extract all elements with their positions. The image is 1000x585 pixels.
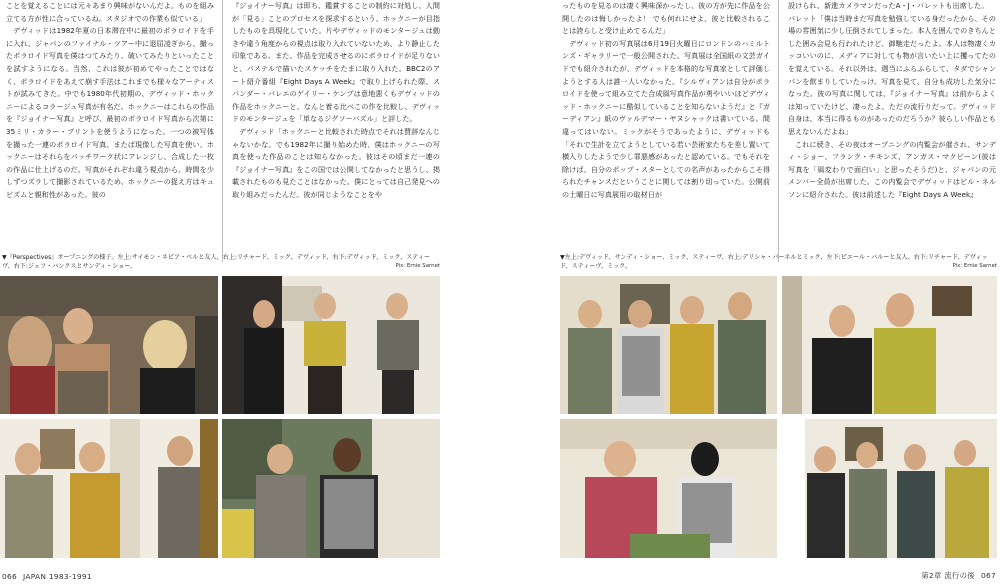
paragraph: ことを覚えることには元々あまり興味がないんだよ。ものを組み立てる方が性に合っているね。スタジオでの作業も似ている」 xyxy=(6,1,214,23)
paragraph: デヴィッド「ホックニーと比較された時点でそれは賛辞なんじゃないかな。でも1982年に撮り始めた時、僕はホックニーの写真を使った作品のことは知らなかった。彼はその頃まだ一連の『ジョイナー写真』をこの国では公開してなかったと思うし、掲載されたものも見たことはなかった。僕にとっては自己発見への取り組みだったんだ。彼が同じようなことをや xyxy=(232,126,440,199)
photo-party-top-left xyxy=(0,276,218,414)
photo-three-men xyxy=(222,276,440,414)
left-folio xyxy=(2,572,92,581)
paragraph: デヴィッドは1982年夏の日本滞在中に最初のポラロイドを手に入れ、ジャパンのファイナル・ツアー中に退屈凌ぎから、撮ったポラロイド写真を僕はつてみたり、破いてみたりといったことを試すようになる。当然、これは彼が初めてやったことではなく、ポラロイドをあえて崩す手法はこれまでも様々なアーティストが試みてきた。中でも1980年代初期の、デヴィッド・ホックニーによるコラージュ写真が有名だ。ホックニーはこれらの作品を『ジョイナー写真』と呼び、最初のポラロイド写真から次第に35ミリ・カラー・プリントを使うようになった。一つの被写体を撮った一連のポラロイド写真、またば現像した写真を使い、ホックニーはそれらをパッチワーク状にアレンジし、合成した一枚の作品に仕上げるのだ。写真がそれぞれ違う視点から、時間を少しずつズラして撮影されているため、ホックニーの捉え方はキュビズムと親和性があった。彼の xyxy=(6,26,214,199)
photo-two-seated xyxy=(560,419,777,558)
photo-caption: ▼左上:デヴィッド、サンディ・ショー、ミック、スティーヴ、右上:デリシャ・バーネルとミック、左下:ピエール・バルーと友人、右下:リチャード、デヴィッド、スティーヴ、ミック。 xyxy=(560,254,988,270)
page-number: 066 xyxy=(2,572,18,581)
left-body-text xyxy=(6,0,440,262)
photo-four-men xyxy=(805,419,997,558)
chapter-title: 第2章 流行の後 xyxy=(921,571,975,580)
right-page xyxy=(500,0,1000,585)
photo-party-bottom-right xyxy=(222,419,440,558)
photo-couple xyxy=(782,276,997,414)
photo-caption: ▼『Perspectives』オープニングの様子。左上:サイモン・ネピア・ベルと友人、右上:リチャード、ミック、デヴィッド、右下:デヴィッド、ミック、スティーヴ、右下:ジェフ・バンクスとサンディ・ショー。 xyxy=(2,254,431,270)
right-folio xyxy=(921,570,996,581)
photo-group-of-four xyxy=(560,276,777,414)
paragraph: デヴィッド初の写真展は6月19日火曜日にロンドンのハミルトンズ・ギャラリーで一般公開された。写真展は全国紙の文芸ガイドでも紹介されたが、デヴィッドを本格的な写真家として評価しようとする人は誰一人いなかった。『シルヴィアンは自分がポラロイドを使って組み立てた合成風写真作品が勇やいいほどデヴィッド・ホックニーに酷似していることを知らないようだ』と『ガーディアン』紙のヴァルデマー・ヤヌシャックは書いている。間違ってはいない。ミックがそうであったように、デヴィッドも「それで生計を立てようとしている若い芸術家たちを差し置いて横入りしたようで少し罪悪感があったと認めている。でもそれを除けば、自分のポップ・スターとしての名声があったからこそ得られたチャンスだということに関しては割り切っていた。公開前の土曜日に写真展用の取材日が xyxy=(562,38,770,199)
paragraph: ったものを見るのは凄く興味深かったし、彼の方が先に作品を公開したのは悔しかったよ！ でも何れにせよ、彼と比較されることは誇らしと受け止めてるんだ」 xyxy=(562,1,770,36)
right-body-text xyxy=(562,0,996,262)
paragraph: 『ジョイナー写真』は即ち、鑑賞することの制約に対処し、人間が「見る」ことのプロセスを探求するという、ホックニーが目指したものを具現化していた。片やデヴィッドのモンタージュは動きや違う角度からの視点は取り入れていないため、より静止した印象である。また、作品を完成させるのにポラロイドが足りないと、パステルで描いたスケッチをたまに取り入れた。BBC2のアート紹介番組『Eight Days A Week』で取り上げられた際、スパンダー・バレエのゲイリー・ケンプは意地悪くもデヴィッドの作品をホックニーと、なんと着る比べこの作を比較し、デヴィッドのモンタージュを「単なるジグソーパズル」と評した。 xyxy=(232,1,440,124)
photo-trio-bottom-left xyxy=(0,419,218,558)
left-column-1 xyxy=(6,0,223,262)
paragraph: バレット「僕は当時まだ写真を勉強している身だったから、その場の雰囲気に少し圧倒されてしまった。本人を囲んでのきちんとした囲み会見も行われたけど、御馳走だったよ。本人は物凄くカッコいいのに、メディアに対しても物が言いたい上に攫ってたのを覚えている。それ以外は、週当にふらふらして、タダでシャンパンを飲まりしていたっけ。写真を見て、自分も成功した気分になった。彼の写真に関しては、『ジョイナー写真』は前からよくは知っていたけど、凄ったよ。ただの流行りだって。デヴィッド自身は、本当に得るものがあったのだろうか？彼らしい作品とも思えないんだよね」 xyxy=(788,13,996,136)
photo-credit: Pix: Ernie Sarnet xyxy=(395,263,440,269)
paragraph: 設けられ、新進カメラマンだったA・J・バレットも出席した。 xyxy=(788,1,989,10)
right-column-1 xyxy=(562,0,779,262)
running-title: JAPAN 1983-1991 xyxy=(23,572,92,581)
page-number: 067 xyxy=(980,571,996,580)
paragraph: これに続き、その夜はオープニングの内覧会が催され、サンディ・ショー、フランク・チキンズ、アンガス・マクビーン(彼は写真を「風変わりで面白い」と思ったそうだ)と、ジャパンの元メンバー全員が出席した。この内覧会でデヴィッドはビル・ネルソンに紹介された。彼は前述した『Eight Days A Week』 xyxy=(788,139,996,199)
left-column-2 xyxy=(223,0,440,262)
right-column-2 xyxy=(779,0,996,262)
photo-credit: Pix: Ernie Sarnet xyxy=(952,263,997,269)
